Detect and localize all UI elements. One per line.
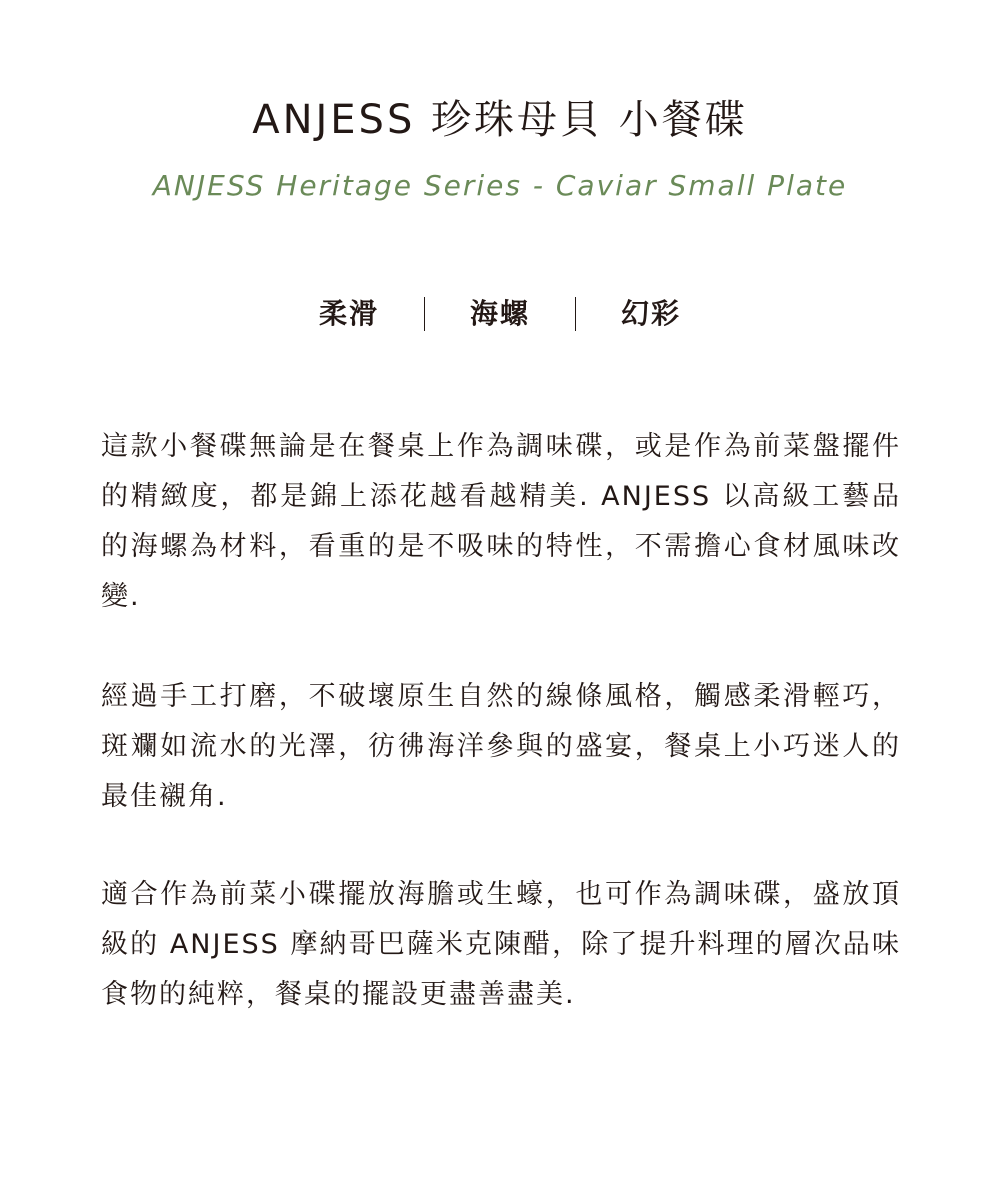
feature-smooth: 柔滑 [318, 297, 379, 330]
description-paragraph-2: 經過手工打磨，不破壞原生自然的線條風格，觸感柔滑輕巧，斑斕如流水的光澤，彷彿海洋參與的盛宴，餐桌上小巧迷人的最佳襯角. [101, 681, 901, 812]
feature-list [0, 290, 1000, 338]
product-title: ANJESS 珍珠母貝 小餐碟 [252, 97, 748, 143]
feature-conch: 海螺 [469, 297, 530, 330]
product-subtitle: ANJESS Heritage Series - Caviar Small Plate [152, 169, 848, 202]
description-paragraph-3: 適合作為前菜小碟擺放海膽或生蠔，也可作為調味碟，盛放頂級的 ANJESS 摩納哥巴薩米克陳醋，除了提升料理的層次品味食物的純粹，餐桌的擺設更盡善盡美. [101, 879, 901, 1010]
feature-iridescent: 幻彩 [621, 297, 682, 330]
description-paragraph-1: 這款小餐碟無論是在餐桌上作為調味碟，或是作為前菜盤擺件的精緻度，都是錦上添花越看越精美. ANJESS 以高級工藝品的海螺為材料，看重的是不吸味的特性，不需擔心食材風味改變. [101, 431, 901, 612]
